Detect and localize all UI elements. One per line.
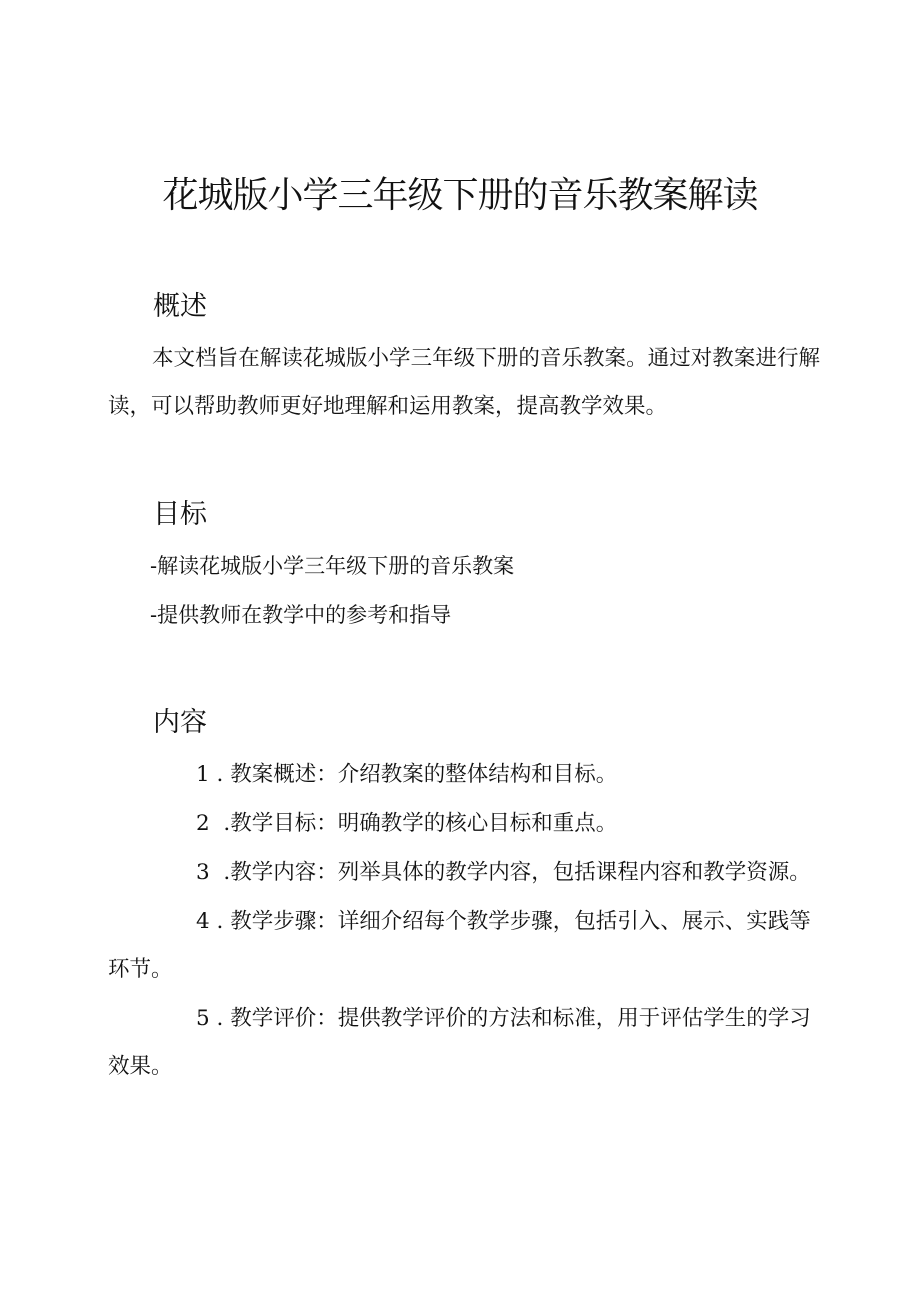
item-number: 2 (196, 811, 210, 836)
content-item-5 (108, 995, 820, 1091)
item-separator: . (209, 762, 231, 787)
item-text: 教学目标：明确教学的核心目标和重点。 (230, 811, 618, 836)
item-number: 4 (196, 909, 210, 934)
goal-item: -提供教师在教学中的参考和指导 (150, 603, 452, 627)
item-number: 5 (196, 1006, 210, 1031)
overview-paragraph: 本文档旨在解读花城版小学三年级下册的音乐教案。通过对教案进行解读，可以帮助教师更好地理解和运用教案，提高教学效果。 (108, 346, 820, 419)
item-separator: . (209, 860, 231, 885)
content-item-4 (108, 898, 820, 994)
item-text: 教学内容：列举具体的教学内容，包括课程内容和教学资源。 (230, 860, 811, 885)
overview-heading: 概述 (153, 291, 207, 322)
item-separator: . (209, 909, 231, 934)
item-text: 教学步骤：详细介绍每个教学步骤，包括引入、展示、实践等环节。 (108, 909, 811, 982)
item-number: 3 (196, 860, 210, 885)
content-item-3 (108, 849, 820, 897)
content-item-1 (108, 751, 820, 799)
item-separator: . (209, 1006, 231, 1031)
goal-item: -解读花城版小学三年级下册的音乐教案 (150, 554, 515, 578)
goals-heading: 目标 (153, 499, 207, 530)
document-title: 花城版小学三年级下册的音乐教案解读 (162, 175, 758, 216)
content-heading: 内容 (153, 707, 207, 738)
content-item-2 (108, 800, 820, 848)
item-separator: . (209, 811, 231, 836)
item-text: 教学评价：提供教学评价的方法和标准，用于评估学生的学习效果。 (108, 1006, 811, 1079)
item-text: 教案概述：介绍教案的整体结构和目标。 (230, 762, 618, 787)
item-number: 1 (196, 762, 210, 787)
